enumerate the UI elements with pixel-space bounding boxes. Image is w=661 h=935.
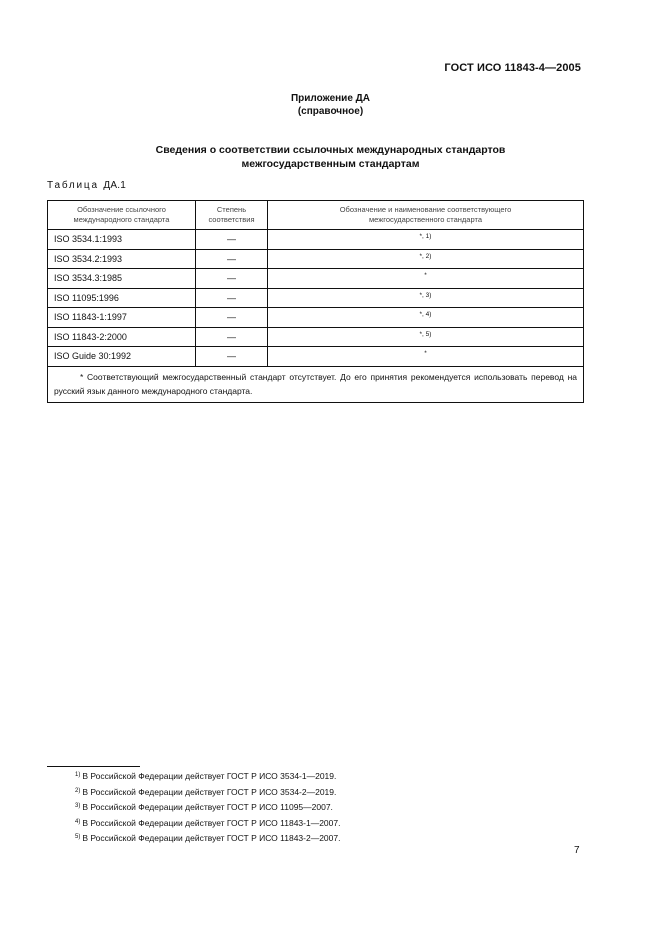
- cell-standard: ISO 11095:1996: [48, 288, 196, 308]
- header-reference-line1: Обозначение и наименование соответствующего: [339, 205, 512, 214]
- header-degree-line1: Степень: [216, 205, 247, 214]
- cell-reference: *, 4): [268, 308, 584, 328]
- page-number: 7: [574, 845, 580, 856]
- table-row: [48, 269, 584, 289]
- cell-reference: *, 3): [268, 288, 584, 308]
- table-row: [48, 327, 584, 347]
- footnote-mark: 2): [75, 787, 81, 794]
- table-label-number: ДА.1: [103, 180, 126, 191]
- cell-standard: ISO 3534.2:1993: [48, 249, 196, 269]
- cell-degree: —: [196, 288, 268, 308]
- cell-standard: ISO 11843-1:1997: [48, 308, 196, 328]
- cell-degree: —: [196, 327, 268, 347]
- section-title-line1: Сведения о соответствии ссылочных международных стандартов: [155, 144, 506, 156]
- cell-degree: —: [196, 249, 268, 269]
- table-note-row: [48, 366, 584, 402]
- cell-reference: *, 5): [268, 327, 584, 347]
- annex-heading: [0, 92, 661, 118]
- cell-standard: ISO 3534.1:1993: [48, 230, 196, 250]
- footnote-text: В Российской Федерации действует ГОСТ Р ИСО 3534-1—2019.: [82, 771, 337, 781]
- correspondence-table: [47, 200, 584, 403]
- table-label: [47, 180, 126, 191]
- header-degree-line2: соответствия: [208, 215, 255, 224]
- table-header-row: [48, 201, 584, 230]
- cell-reference: *, 1): [268, 230, 584, 250]
- footnote-mark: 1): [75, 772, 81, 778]
- table-row: [48, 308, 584, 328]
- footnote-text: В Российской Федерации действует ГОСТ Р ИСО 11843-2—2007.: [82, 833, 341, 843]
- header-standard-line2: международного стандарта: [73, 215, 170, 224]
- footnote: [75, 815, 340, 831]
- footnote: [75, 784, 340, 800]
- footnote-mark: 3): [75, 803, 81, 809]
- footnote-mark: 5): [75, 834, 81, 840]
- footnote: [75, 768, 340, 784]
- document-code: ГОСТ ИСО 11843-4—2005: [444, 62, 581, 74]
- table-label-word: Таблица: [47, 180, 99, 191]
- header-degree: [196, 201, 268, 230]
- header-standard: [48, 201, 196, 230]
- annex-subtitle: (справочное): [297, 106, 364, 117]
- table-row: [48, 288, 584, 308]
- cell-reference: *: [268, 269, 584, 289]
- footnote-text: В Российской Федерации действует ГОСТ Р ИСО 11843-1—2007.: [82, 817, 341, 828]
- footnotes: [75, 768, 340, 846]
- footnote-mark: 4): [75, 818, 81, 825]
- header-standard-line1: Обозначение ссылочного: [77, 205, 166, 214]
- cell-degree: —: [196, 269, 268, 289]
- annex-title: Приложение ДА: [290, 93, 371, 104]
- cell-reference: *, 2): [268, 249, 584, 269]
- table-row: [48, 249, 584, 269]
- header-reference: [268, 201, 584, 230]
- cell-degree: —: [196, 347, 268, 367]
- cell-degree: —: [196, 308, 268, 328]
- table-row: [48, 347, 584, 367]
- cell-standard: ISO Guide 30:1992: [48, 347, 196, 367]
- header-reference-line2: межгосударственного стандарта: [369, 215, 482, 224]
- section-title: [0, 143, 661, 171]
- cell-degree: —: [196, 230, 268, 250]
- cell-reference: *: [268, 347, 584, 367]
- table-note: * Соответствующий межгосударственный стандарт отсутствует. До его принятия рекомендуется использовать перевод на русский язык данного международного стандарта.: [48, 366, 584, 402]
- footnote: [75, 830, 340, 846]
- cell-standard: ISO 3534.3:1985: [48, 269, 196, 289]
- footnote-text: В Российской Федерации действует ГОСТ Р ИСО 11095—2007.: [82, 802, 333, 812]
- footnote-separator: [47, 766, 140, 767]
- table-row: [48, 230, 584, 250]
- section-title-line2: межгосударственным стандартам: [241, 158, 420, 170]
- footnote: [75, 799, 340, 815]
- cell-standard: ISO 11843-2:2000: [48, 327, 196, 347]
- footnote-text: В Российской Федерации действует ГОСТ Р ИСО 3534-2—2019.: [82, 786, 337, 797]
